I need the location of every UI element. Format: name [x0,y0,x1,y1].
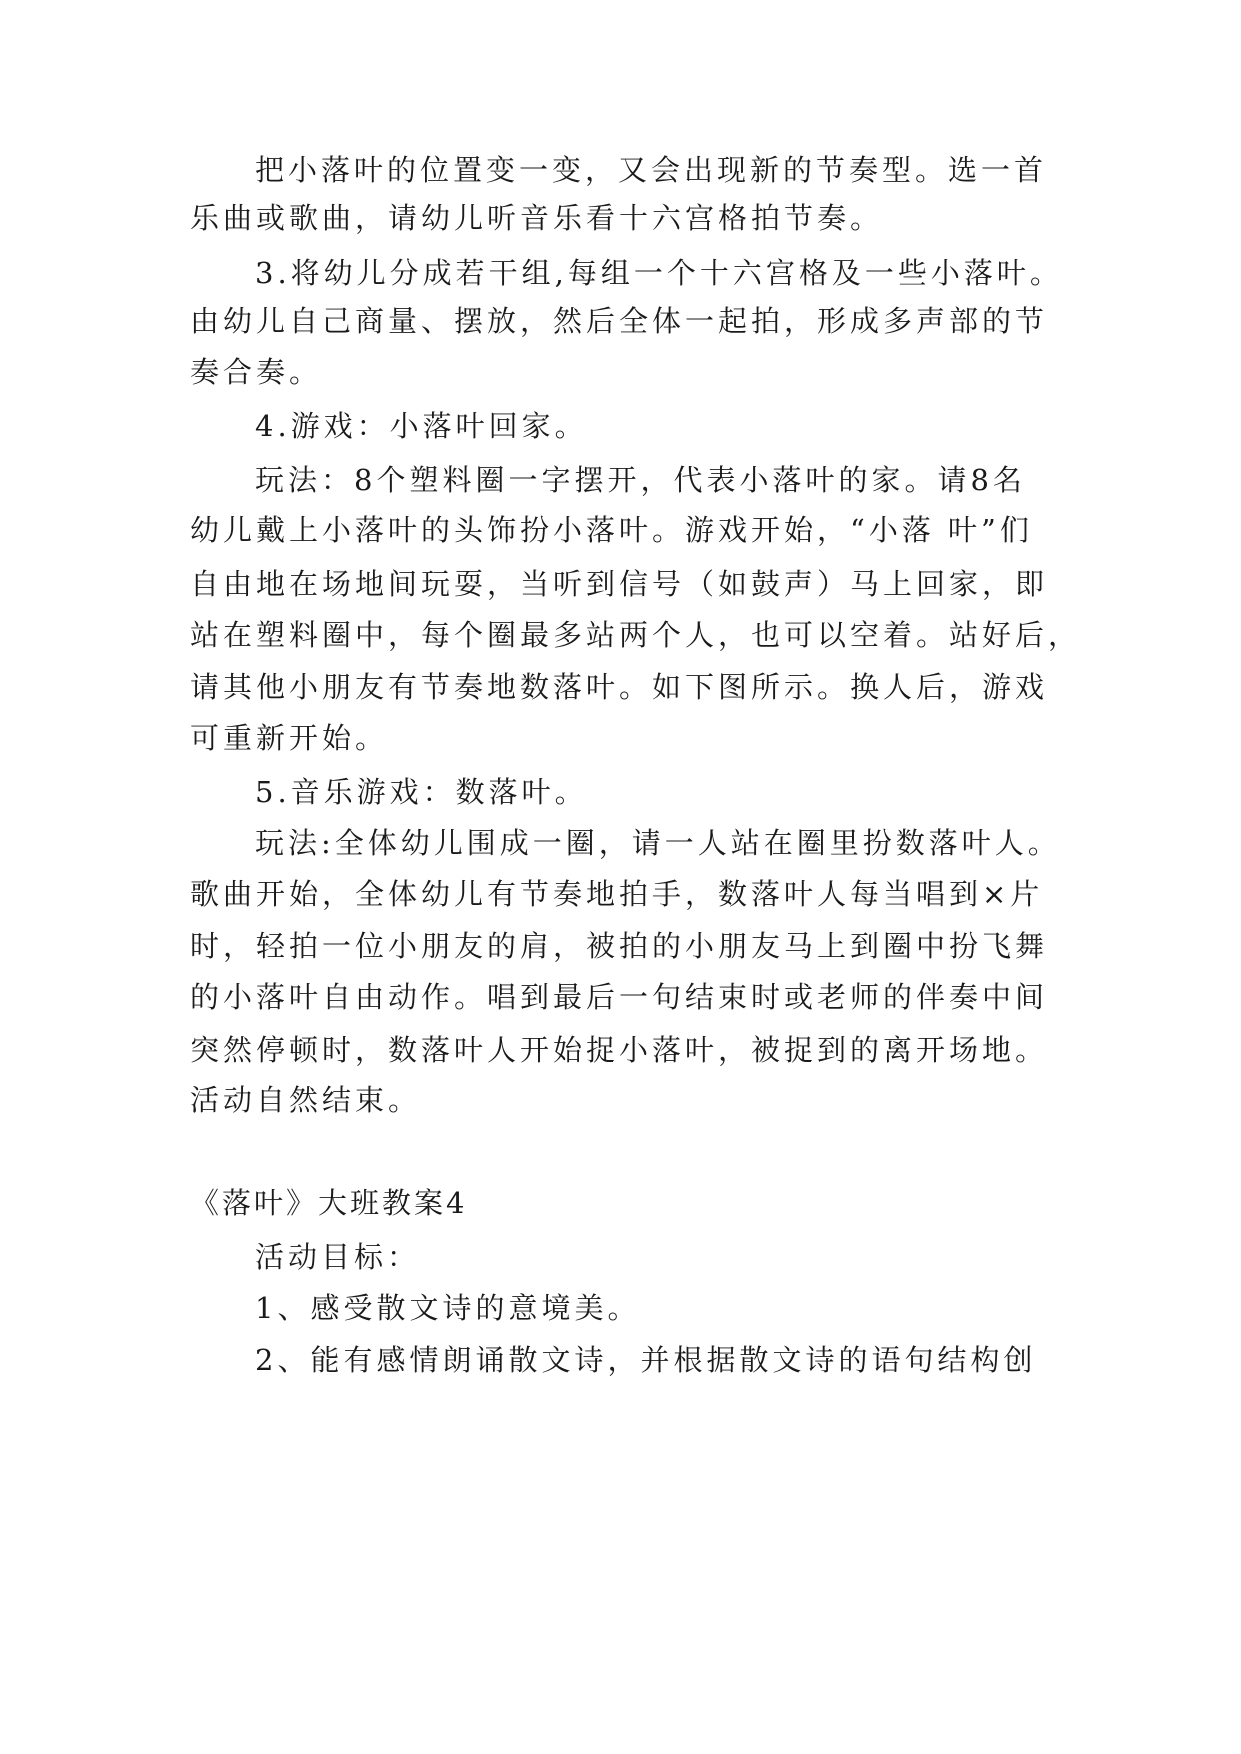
paragraph-line: 玩法：8个塑料圈一字摆开，代表小落叶的家。请8名 [255,463,1026,497]
paragraph-line: 1、感受散文诗的意境美。 [255,1291,641,1325]
paragraph-line: 活动目标： [255,1240,421,1274]
paragraph-line: 自由地在场地间玩耍，当听到信号（如鼓声）马上回家，即 [190,567,1049,601]
paragraph-line: 请其他小朋友有节奏地数落叶。如下图所示。换人后，游戏 [190,670,1049,704]
paragraph-line: 3.将幼儿分成若干组,每组一个十六宫格及一些小落叶。 [255,256,1063,290]
paragraph-line: 突然停顿时，数落叶人开始捉小落叶，被捉到的离开场地。 [190,1033,1049,1067]
paragraph-line: 幼儿戴上小落叶的头饰扮小落叶。游戏开始，“小落 叶”们 [190,513,1033,547]
paragraph-line: 2、能有感情朗诵散文诗，并根据散文诗的语句结构创 [255,1343,1037,1377]
section-heading: 《落叶》大班教案4 [190,1186,468,1220]
paragraph-line: 把小落叶的位置变一变，又会出现新的节奏型。选一首 [255,153,1048,187]
paragraph-line: 4.游戏：小落叶回家。 [255,409,588,443]
paragraph-line: 奏合奏。 [190,355,323,389]
paragraph-line: 时，轻拍一位小朋友的肩，被拍的小朋友马上到圈中扮飞舞 [190,929,1049,963]
paragraph-line: 站在塑料圈中，每个圈最多站两个人，也可以空着。站好后， [190,618,1082,652]
paragraph-line: 玩法:全体幼儿围成一圈，请一人站在圈里扮数落叶人。 [255,826,1061,860]
paragraph-line: 活动自然结束。 [190,1083,422,1117]
paragraph-line: 5.音乐游戏：数落叶。 [255,775,588,809]
paragraph-line: 歌曲开始，全体幼儿有节奏地拍手，数落叶人每当唱到×片 [190,877,1044,911]
paragraph-line: 的小落叶自由动作。唱到最后一句结束时或老师的伴奏中间 [190,980,1049,1014]
paragraph-line: 可重新开始。 [190,721,389,755]
paragraph-line: 乐曲或歌曲，请幼儿听音乐看十六宫格拍节奏。 [190,201,884,235]
paragraph-line: 由幼儿自己商量、摆放，然后全体一起拍，形成多声部的节 [190,304,1049,338]
